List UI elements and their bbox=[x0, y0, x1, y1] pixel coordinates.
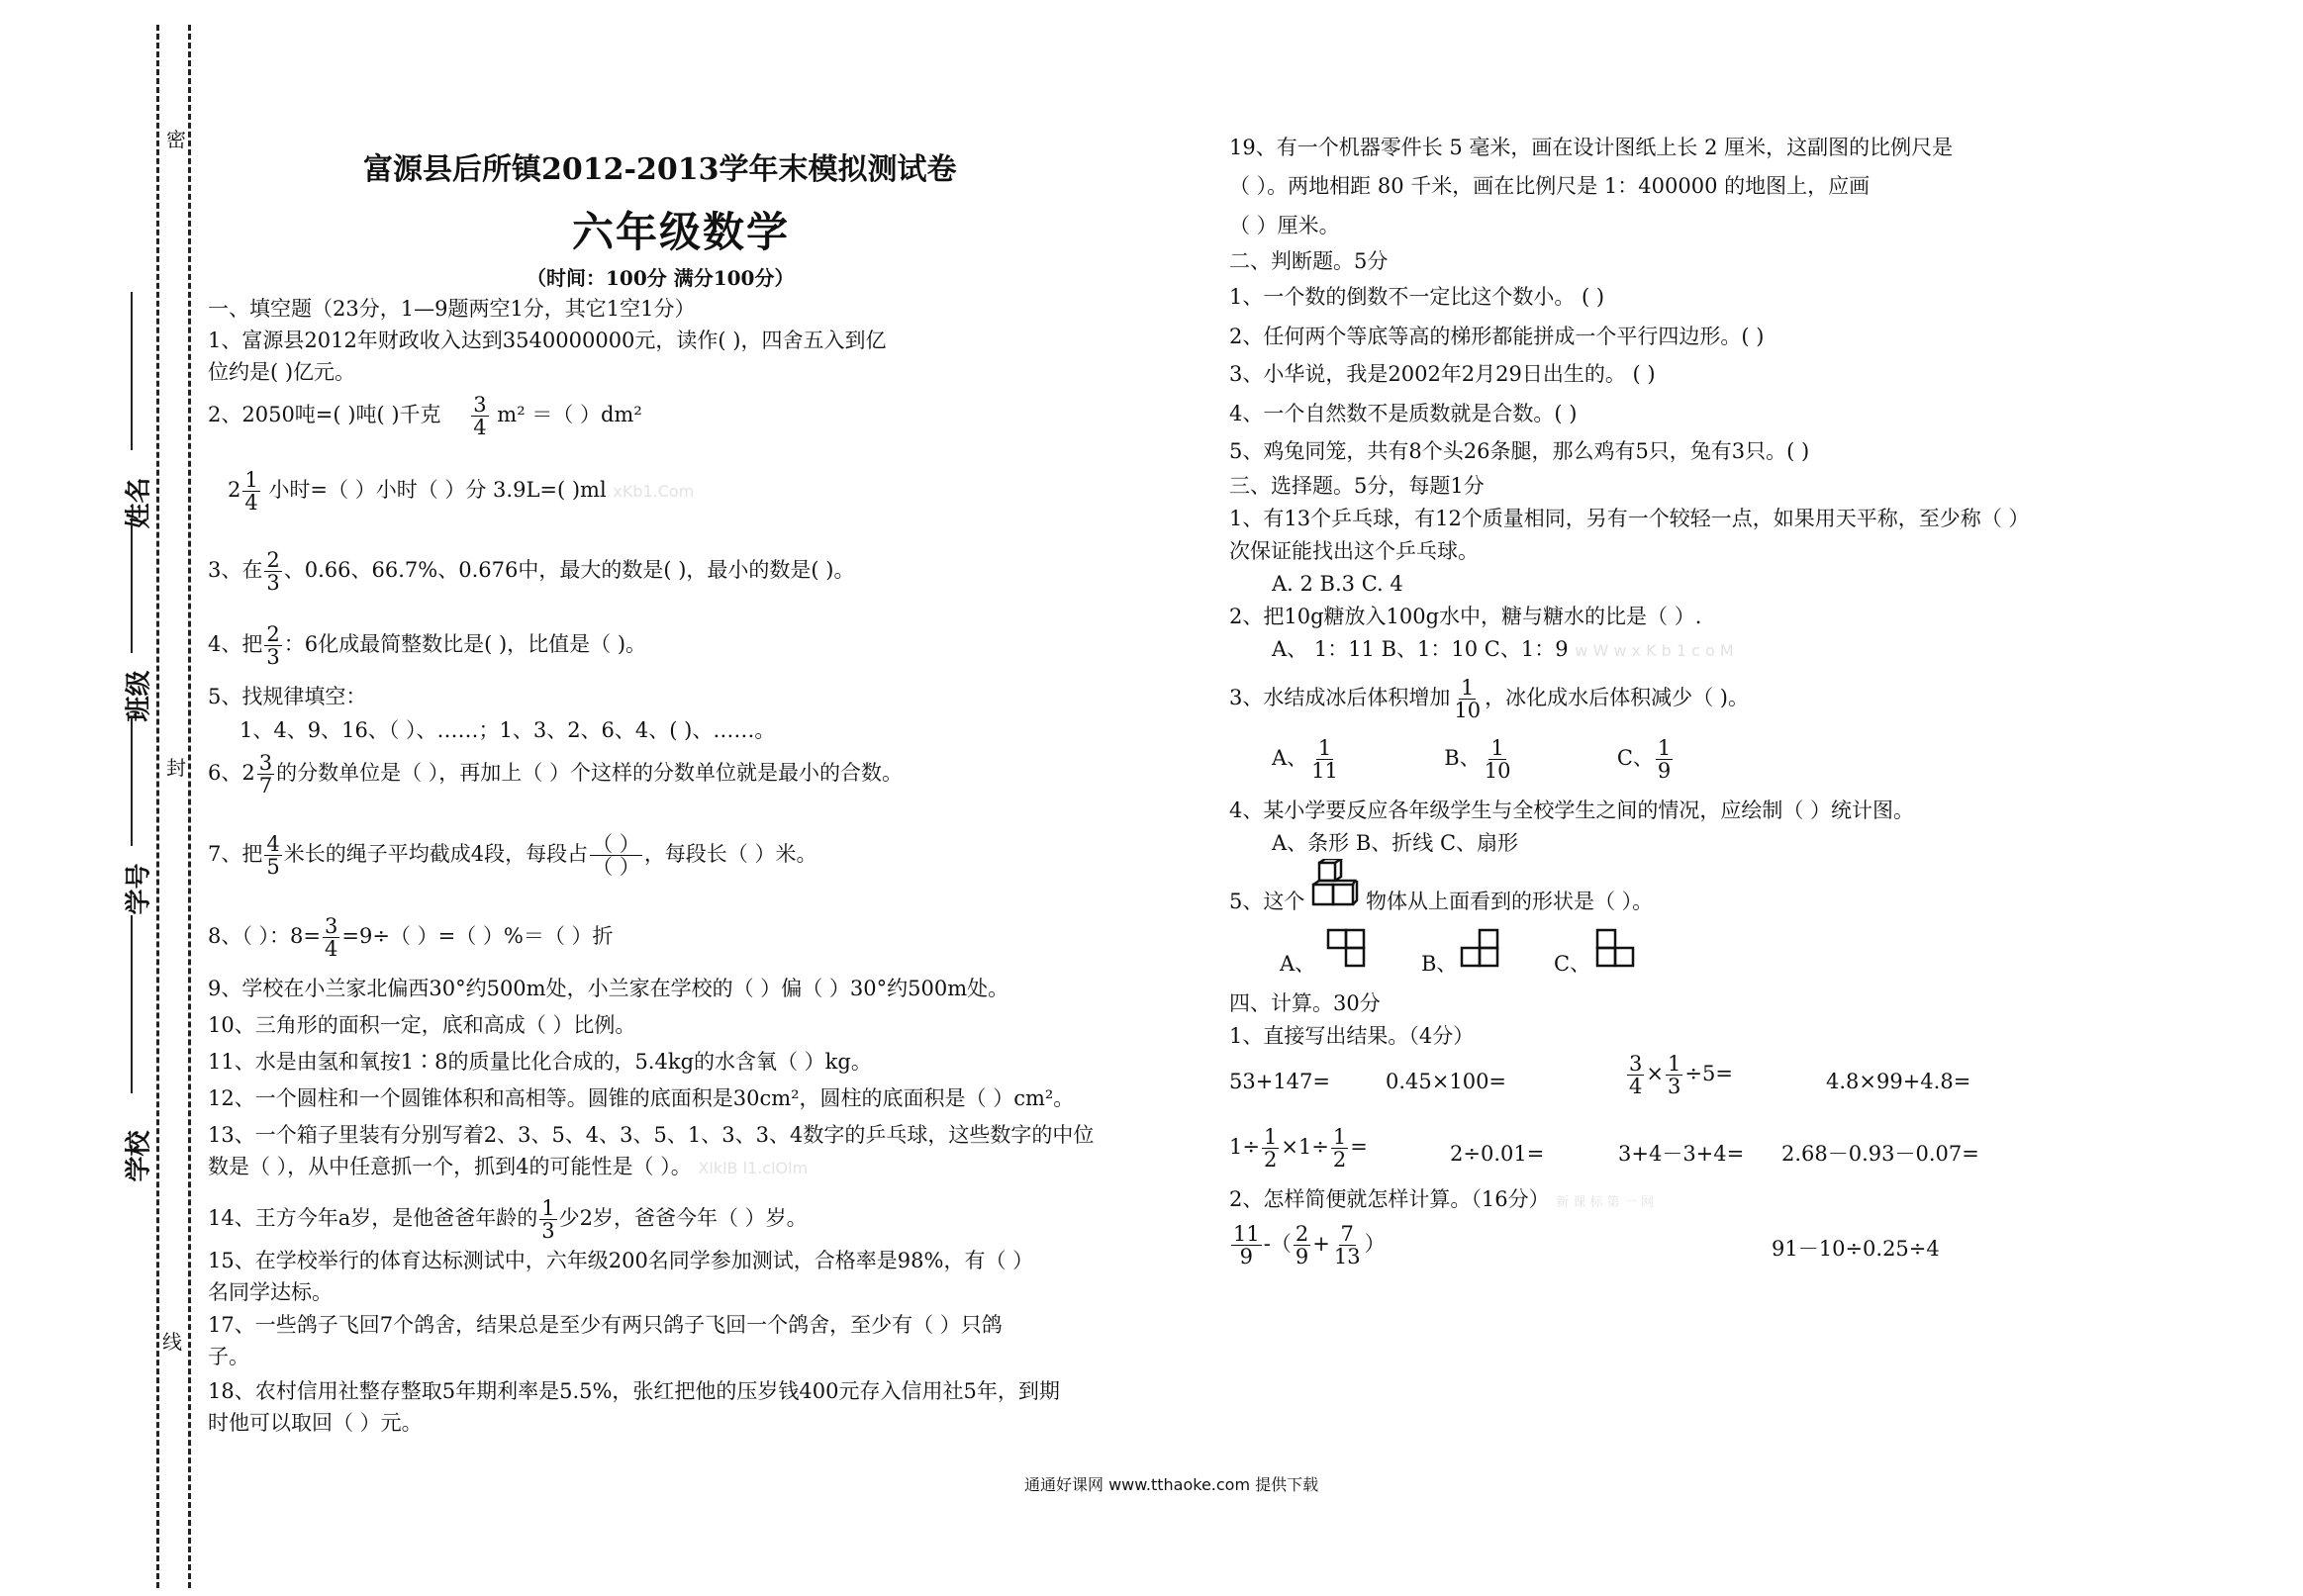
calc-2-title: 2、怎样简便就怎样计算。（16分） 新 课 标 第 一 网 bbox=[1229, 1187, 1654, 1211]
calc-1-d: 4.8×99+4.8= bbox=[1826, 1070, 1971, 1093]
gutter-label-class: 班级 bbox=[124, 670, 154, 722]
option-b-shape bbox=[1460, 928, 1503, 972]
judge-3: 3、小华说，我是2002年2月29日出生的。 ( ) bbox=[1229, 362, 1656, 386]
q1-line2: 位约是( )亿元。 bbox=[208, 360, 356, 384]
gutter-feng: 封 bbox=[166, 756, 186, 780]
q13-line2: 数是（ ），从中任意抓一个，抓到4的可能性是（ ）。 XlklB l1.clOlm bbox=[208, 1155, 809, 1178]
choice-4: 4、某小学要反应各年级学生与全校学生之间的情况，应绘制（ ）统计图。 bbox=[1229, 798, 1915, 822]
choice-1-options: A. 2 B.3 C. 4 bbox=[1272, 572, 1403, 596]
choice-5-opt-b-label: B、 bbox=[1421, 952, 1458, 976]
q5-title: 5、找规律填空： bbox=[208, 685, 367, 708]
q19-line2: （ ）。两地相距 80 千米，画在比例尺是 1：400000 的地图上，应画 bbox=[1229, 174, 1871, 198]
choice-2-options: A、 1：11 B、1：10 C、1：9 w W w x K b 1 c o M bbox=[1272, 637, 1734, 661]
gutter-mi: 密 bbox=[166, 128, 186, 151]
q13-line1: 13、一个箱子里装有分别写着2、3、5、4、3、5、1、3、3、4数字的乒乓球，这些数字的中位 bbox=[208, 1123, 1095, 1147]
choice-4-options: A、条形 B、折线 C、扇形 bbox=[1272, 831, 1519, 855]
q18-line2: 时他可以取回（ ）元。 bbox=[208, 1411, 423, 1435]
calc-2-b: 91－10÷0.25÷4 bbox=[1772, 1237, 1940, 1261]
gutter-label-number: 学号 bbox=[124, 863, 154, 915]
q19-line3: （ ）厘米。 bbox=[1229, 214, 1340, 237]
choice-1-line1: 1、有13个乒乓球，有12个质量相同，另有一个较轻一点，如果用天平称，至少称（ ） bbox=[1229, 507, 2030, 530]
calc-1-g: 3+4－3+4= bbox=[1618, 1142, 1745, 1166]
number-field-line bbox=[131, 717, 133, 846]
cube-stack-figure bbox=[1311, 859, 1359, 914]
option-a-shape bbox=[1326, 928, 1366, 972]
q18-line1: 18、农村信用社整存整取5年期利率是5.5%，张红把他的压岁钱400元存入信用社5年，到期 bbox=[208, 1379, 1060, 1403]
binding-dashed-line-inner bbox=[188, 25, 191, 1588]
q9: 9、学校在小兰家北偏西30°约500m处，小兰家在学校的（ ）偏（ ）30°约500m处。 bbox=[208, 977, 1009, 1000]
q6: 6、2 $\frac{3}{7}$ 的分数单位是（ ），再加上（ ）个这样的分数单位就是最小的合数。 bbox=[208, 751, 903, 798]
judge-5: 5、鸡兔同笼，共有8个头26条腿，那么鸡有5只，兔有3只。( ) bbox=[1229, 439, 1810, 463]
choice-1-line2: 次保证能找出这个乒乓球。 bbox=[1229, 539, 1479, 563]
gutter-label-school: 学校 bbox=[124, 1130, 154, 1182]
q14: 14、王方今年a岁，是他爸爸年龄的 $\frac{1}{3}$ 少2岁，爸爸今年（ ）岁。 bbox=[208, 1196, 808, 1243]
footer-credit: 通通好课网 www.tthaoke.com 提供下载 bbox=[1024, 1475, 1319, 1494]
judge-1: 1、一个数的倒数不一定比这个数小。 ( ) bbox=[1229, 285, 1605, 309]
q17-line2: 子。 bbox=[208, 1345, 249, 1368]
class-field-line bbox=[131, 524, 133, 653]
calc-1-a: 53+147= bbox=[1229, 1070, 1330, 1093]
choice-3-options: A、 $\frac{1}{11}$ B、 $\frac{1}{10}$ C、 $\frac{1}{9}$ bbox=[1272, 736, 1672, 783]
name-field-line bbox=[131, 292, 133, 450]
judge-2: 2、任何两个等底等高的梯形都能拼成一个平行四边形。( ) bbox=[1229, 325, 1765, 348]
calc-2-a: $\frac{11}{9}$ -（ $\frac{2}{9}$ + $\frac{7}{13}$ ） bbox=[1233, 1222, 1386, 1268]
q2-line2: 2 $\frac{1}{4}$ 小时=（ ）小时（ ）分 3.9L=( )ml xKb1.Com bbox=[228, 468, 695, 515]
section-3-title: 三、选择题。5分，每题1分 bbox=[1229, 474, 1485, 498]
calc-1-title: 1、直接写出结果。（4分） bbox=[1229, 1024, 1475, 1048]
calc-1-b: 0.45×100= bbox=[1386, 1070, 1507, 1093]
q8: 8、（ ）：8= $\frac{3}{4}$ =9÷（ ）=（ ）%＝（ ）折 bbox=[208, 914, 614, 961]
section-4-title: 四、计算。30分 bbox=[1229, 991, 1381, 1015]
q15-line2: 名同学达标。 bbox=[208, 1280, 333, 1304]
q7: 7、把 $\frac{4}{5}$ 米长的绳子平均截成4段，每段占 $\frac{( )}{( )}$ ，每段长（ ）米。 bbox=[208, 832, 817, 879]
exam-title: 富源县后所镇2012-2013学年末模拟测试卷 bbox=[363, 152, 957, 187]
option-c-shape bbox=[1595, 928, 1639, 972]
watermark: xKb1.Com bbox=[613, 482, 695, 501]
watermark: 新 课 标 第 一 网 bbox=[1556, 1195, 1654, 1210]
watermark: w W w x K b 1 c o M bbox=[1575, 641, 1734, 660]
q1-line1: 1、富源县2012年财政收入达到3540000000元，读作( )，四舍五入到亿 bbox=[208, 329, 887, 352]
choice-5-prefix: 5、这个 bbox=[1229, 890, 1305, 913]
q10: 10、三角形的面积一定，底和高成（ ）比例。 bbox=[208, 1013, 636, 1037]
choice-5-opt-a-label: A、 bbox=[1280, 952, 1316, 976]
choice-5-suffix: 物体从上面看到的形状是（ ）。 bbox=[1366, 890, 1654, 913]
calc-1-h: 2.68－0.93－0.07= bbox=[1781, 1142, 1979, 1166]
choice-2: 2、把10g糖放入100g水中，糖与糖水的比是（ ）. bbox=[1229, 605, 1702, 628]
q11: 11、水是由氢和氧按1∶8的质量比化合成的，5.4kg的水含氧（ ）kg。 bbox=[208, 1050, 872, 1074]
q12: 12、一个圆柱和一个圆锥体积和高相等。圆锥的底面积是30cm²，圆柱的底面积是（ ）cm²。 bbox=[208, 1086, 1075, 1110]
q15-line1: 15、在学校举行的体育达标测试中，六年级200名同学参加测试，合格率是98%，有（ ） bbox=[208, 1249, 1034, 1272]
gutter-label-name: 姓名 bbox=[124, 477, 154, 529]
calc-1-f: 2÷0.01= bbox=[1450, 1142, 1545, 1166]
calc-1-e: 1÷ $\frac{1}{2}$ ×1÷ $\frac{1}{2}$ = bbox=[1229, 1125, 1368, 1172]
choice-3: 3、水结成冰后体积增加 $\frac{1}{10}$ ，冰化成水后体积减少（ )。 bbox=[1229, 676, 1749, 722]
q3: 3、在 $\frac{2}{3}$ 、0.66、66.7%、0.676中，最大的数是( )，最小的数是( )。 bbox=[208, 548, 855, 595]
judge-4: 4、一个自然数不是质数就是合数。( ) bbox=[1229, 402, 1578, 425]
q19-line1: 19、有一个机器零件长 5 毫米，画在设计图纸上长 2 厘米，这副图的比例尺是 bbox=[1229, 136, 1954, 159]
school-field-line bbox=[131, 915, 133, 1093]
q5-sequences: 1、4、9、16、（ ）、……；1、3、2、6、4、( )、……。 bbox=[240, 718, 776, 742]
binding-dashed-line-outer bbox=[156, 25, 159, 1588]
section-1-title: 一、填空题（23分，1—9题两空1分，其它1空1分） bbox=[208, 297, 696, 321]
q17-line1: 17、一些鸽子飞回7个鸽舍，结果总是至少有两只鸽子飞回一个鸽舍，至少有（ ）只鸽 bbox=[208, 1313, 1003, 1337]
q4: 4、把 $\frac{2}{3}$ ：6化成最简整数比是( )，比值是（ )。 bbox=[208, 622, 647, 669]
gutter-xian: 线 bbox=[162, 1330, 182, 1354]
choice-5-opt-c-label: C、 bbox=[1554, 952, 1591, 976]
subject-title: 六年级数学 bbox=[572, 208, 791, 256]
watermark: XlklB l1.clOlm bbox=[698, 1159, 809, 1177]
q2-line1: 2、2050吨=( )吨( )千克 $\frac{3}{4}$ m² ＝（ ）dm² bbox=[208, 393, 642, 439]
exam-meta: （时间：100分 满分100分） bbox=[527, 266, 795, 290]
calc-1-c: $\frac{3}{4}$ × $\frac{1}{3}$ ÷5= bbox=[1629, 1052, 1733, 1098]
section-2-title: 二、判断题。5分 bbox=[1229, 249, 1389, 273]
